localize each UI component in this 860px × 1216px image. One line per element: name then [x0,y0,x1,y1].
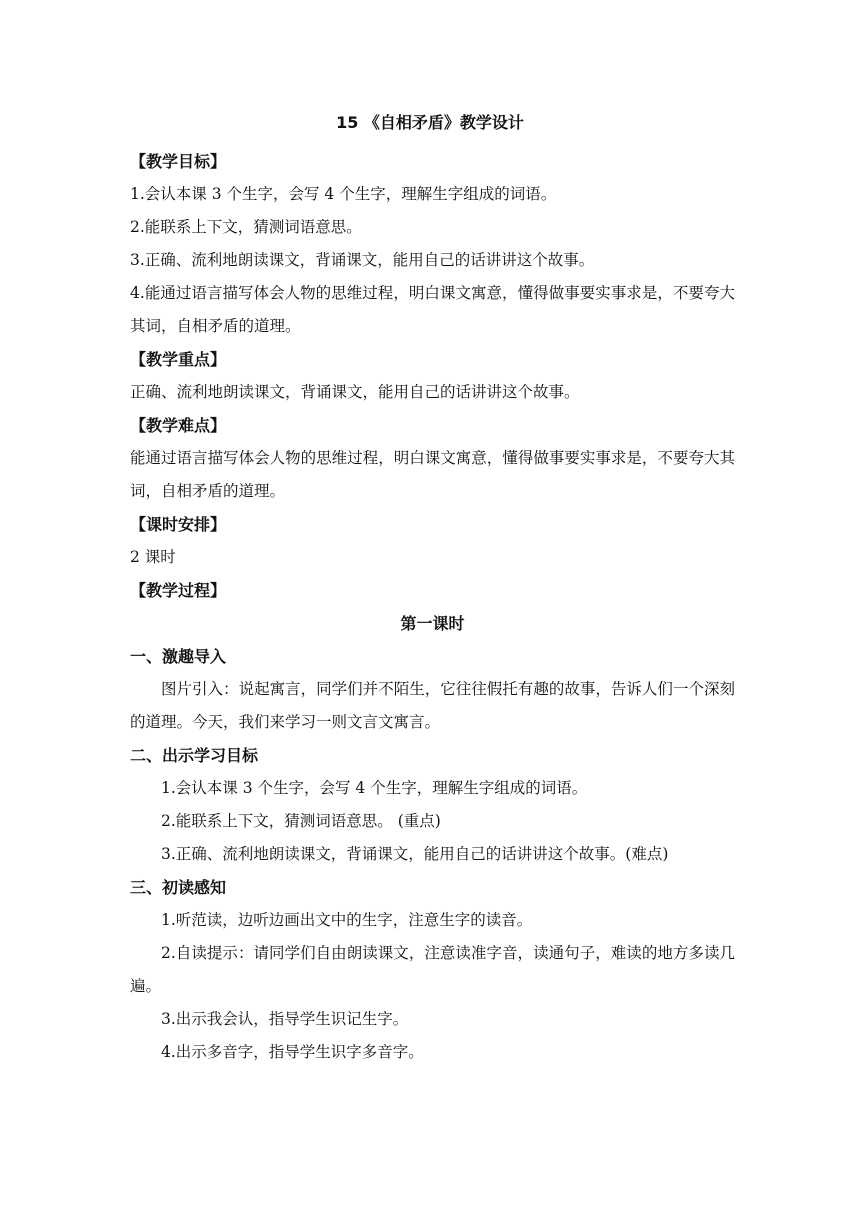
schedule-text: 2 课时 [130,548,176,566]
document-body [130,145,735,1069]
difficulties-text: 能通过语言描写体会人物的思维过程，明白课文寓意，懂得做事要实事求是，不要夸大其词，自相矛盾的道理。 [130,449,735,500]
lesson-title: 第一课时 [400,614,465,633]
schedule-heading: 【课时安排】 [130,515,227,534]
objectives-heading: 二、出示学习目标 [130,746,259,765]
key-points-heading: 【教学重点】 [130,350,227,369]
goals-heading: 【教学目标】 [130,152,227,171]
process-heading: 【教学过程】 [130,581,227,600]
key-points-text: 正确、流利地朗读课文，背诵课文，能用自己的话讲讲这个故事。 [130,383,580,401]
goal-item-3: 3.正确、流利地朗读课文，背诵课文，能用自己的话讲讲这个故事。 [130,251,595,269]
intro-heading: 一、激趣导入 [130,647,227,666]
goal-item-2: 2.能联系上下文，猜测词语意思。 [130,218,362,236]
objective-item-2: 2.能联系上下文，猜测词语意思。 (重点) [161,812,441,830]
objective-item-3: 3.正确、流利地朗读课文，背诵课文，能用自己的话讲讲这个故事。(难点) [161,845,669,863]
reading-item-2: 2.自读提示：请同学们自由朗读课文，注意读准字音，读通句子，难读的地方多读几遍。 [130,944,735,995]
reading-item-1: 1.听范读，边听边画出文中的生字，注意生字的读音。 [161,911,533,929]
first-reading-heading: 三、初读感知 [130,878,227,897]
document-title: 15 《自相矛盾》教学设计 [336,113,524,132]
goal-item-1: 1.会认本课 3 个生字，会写 4 个生字，理解生字组成的词语。 [130,185,557,203]
difficulties-heading: 【教学难点】 [130,416,227,435]
reading-item-3: 3.出示我会认，指导学生识记生字。 [161,1010,409,1028]
objective-item-1: 1.会认本课 3 个生字，会写 4 个生字，理解生字组成的词语。 [161,779,588,797]
goal-item-4: 4.能通过语言描写体会人物的思维过程，明白课文寓意，懂得做事要实事求是，不要夸大其词，自相矛盾的道理。 [130,284,735,335]
intro-text: 图片引入：说起寓言，同学们并不陌生，它往往假托有趣的故事，告诉人们一个深刻的道理。今天，我们来学习一则文言文寓言。 [130,680,735,731]
reading-item-4: 4.出示多音字，指导学生识字多音字。 [161,1043,424,1061]
